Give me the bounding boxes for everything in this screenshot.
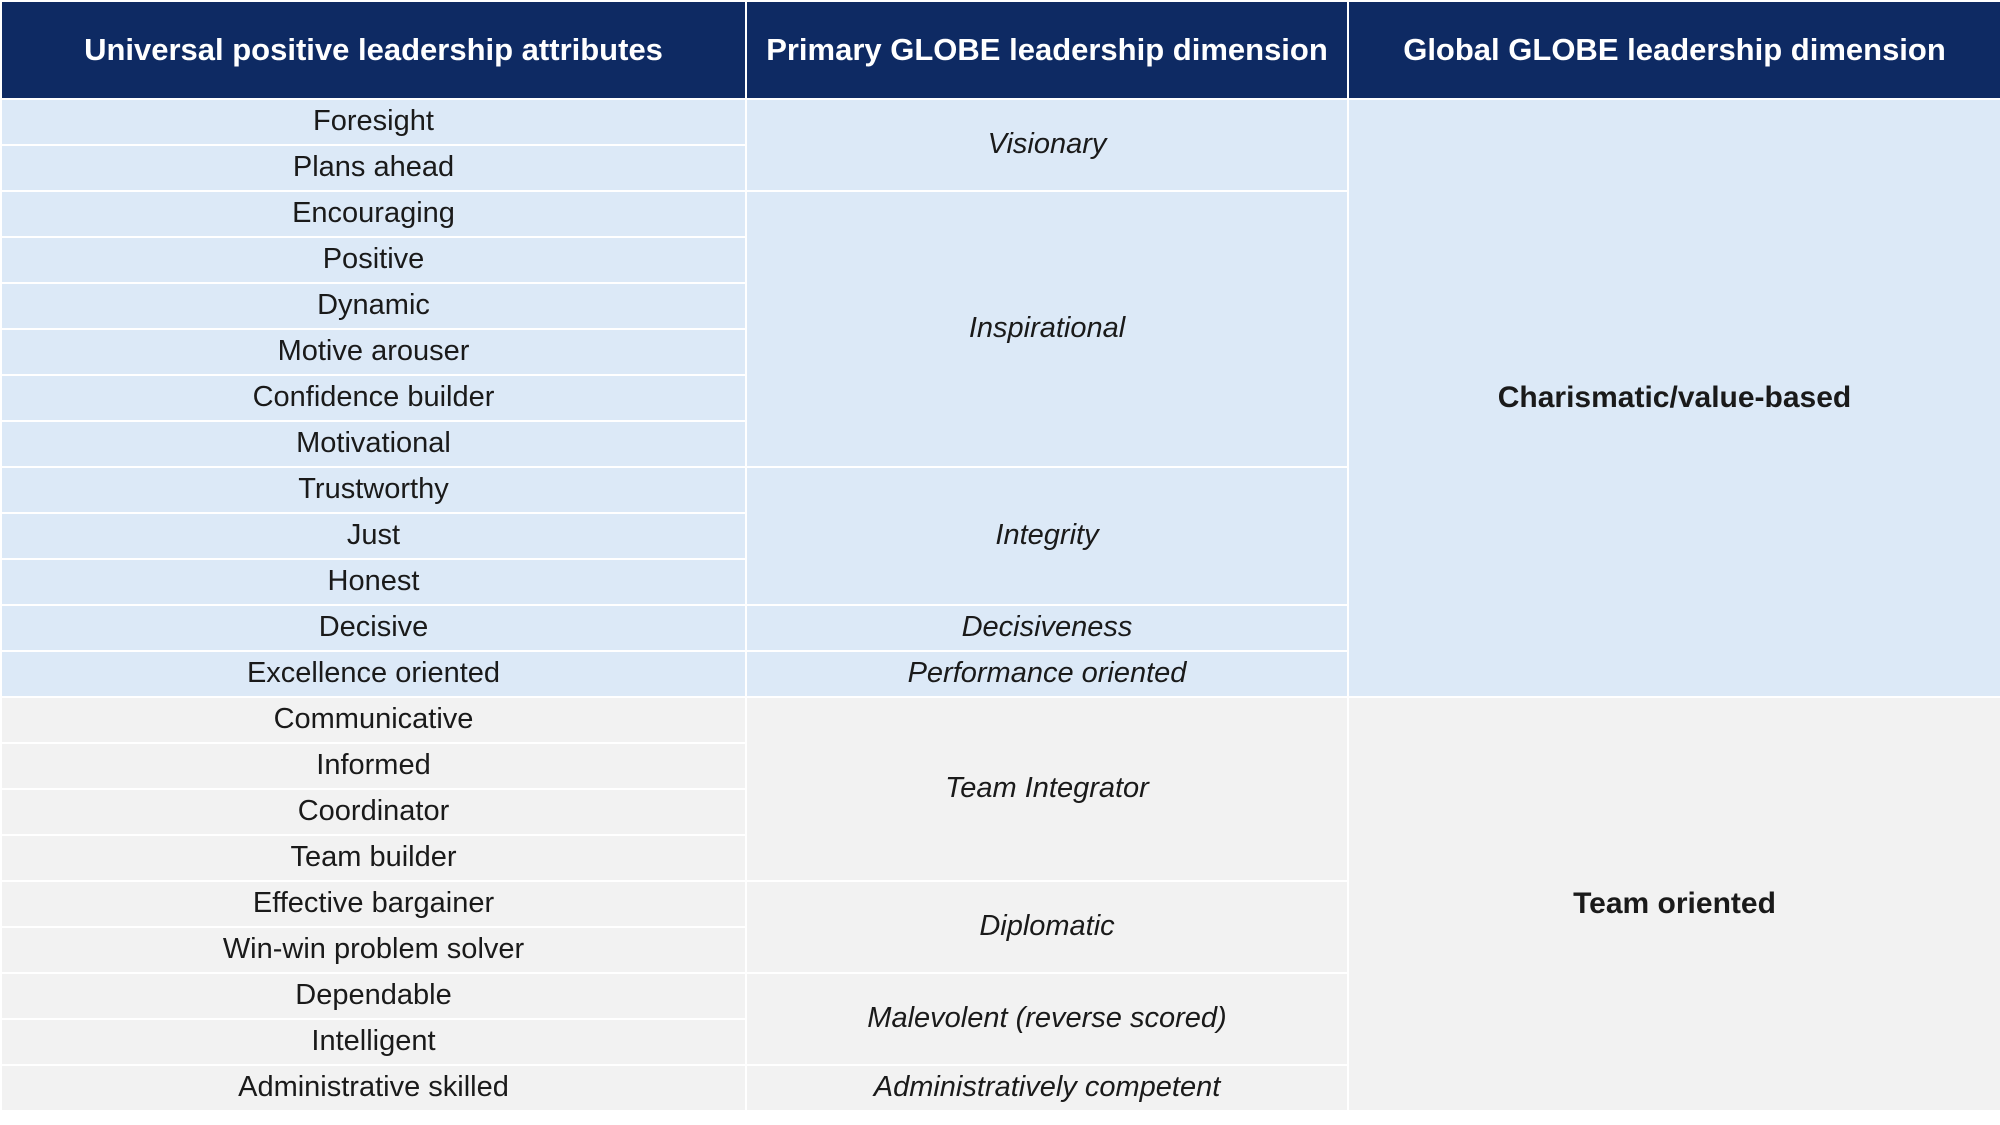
attribute-cell: Administrative skilled <box>1 1065 746 1111</box>
attribute-cell: Effective bargainer <box>1 881 746 927</box>
table-row <box>1 99 2000 145</box>
header-row <box>1 1 2000 99</box>
attribute-cell: Communicative <box>1 697 746 743</box>
attribute-cell: Encouraging <box>1 191 746 237</box>
attribute-cell: Trustworthy <box>1 467 746 513</box>
attribute-cell: Dependable <box>1 973 746 1019</box>
primary-dimension-cell: Decisiveness <box>746 605 1348 651</box>
table-body <box>1 99 2000 1111</box>
attribute-cell: Motive arouser <box>1 329 746 375</box>
primary-dimension-cell: Malevolent (reverse scored) <box>746 973 1348 1065</box>
primary-dimension-cell: Visionary <box>746 99 1348 191</box>
attribute-cell: Excellence oriented <box>1 651 746 697</box>
attribute-cell: Positive <box>1 237 746 283</box>
attribute-cell: Intelligent <box>1 1019 746 1065</box>
attribute-cell: Dynamic <box>1 283 746 329</box>
attribute-cell: Honest <box>1 559 746 605</box>
primary-dimension-cell: Integrity <box>746 467 1348 605</box>
attribute-cell: Plans ahead <box>1 145 746 191</box>
attribute-cell: Foresight <box>1 99 746 145</box>
primary-dimension-cell: Diplomatic <box>746 881 1348 973</box>
attribute-cell: Informed <box>1 743 746 789</box>
attribute-cell: Team builder <box>1 835 746 881</box>
attribute-cell: Just <box>1 513 746 559</box>
primary-dimension-cell: Team Integrator <box>746 697 1348 881</box>
attribute-cell: Win-win problem solver <box>1 927 746 973</box>
column-header-global-dimension: Global GLOBE leadership dimension <box>1348 1 2000 99</box>
attribute-cell: Confidence builder <box>1 375 746 421</box>
primary-dimension-cell: Performance oriented <box>746 651 1348 697</box>
global-dimension-cell: Team oriented <box>1348 697 2000 1111</box>
attribute-cell: Motivational <box>1 421 746 467</box>
primary-dimension-cell: Inspirational <box>746 191 1348 467</box>
global-dimension-cell: Charismatic/value-based <box>1348 99 2000 697</box>
column-header-attributes: Universal positive leadership attributes <box>1 1 746 99</box>
attribute-cell: Decisive <box>1 605 746 651</box>
table-header <box>1 1 2000 99</box>
attribute-cell: Coordinator <box>1 789 746 835</box>
table-row <box>1 697 2000 743</box>
column-header-primary-dimension: Primary GLOBE leadership dimension <box>746 1 1348 99</box>
primary-dimension-cell: Administratively competent <box>746 1065 1348 1111</box>
